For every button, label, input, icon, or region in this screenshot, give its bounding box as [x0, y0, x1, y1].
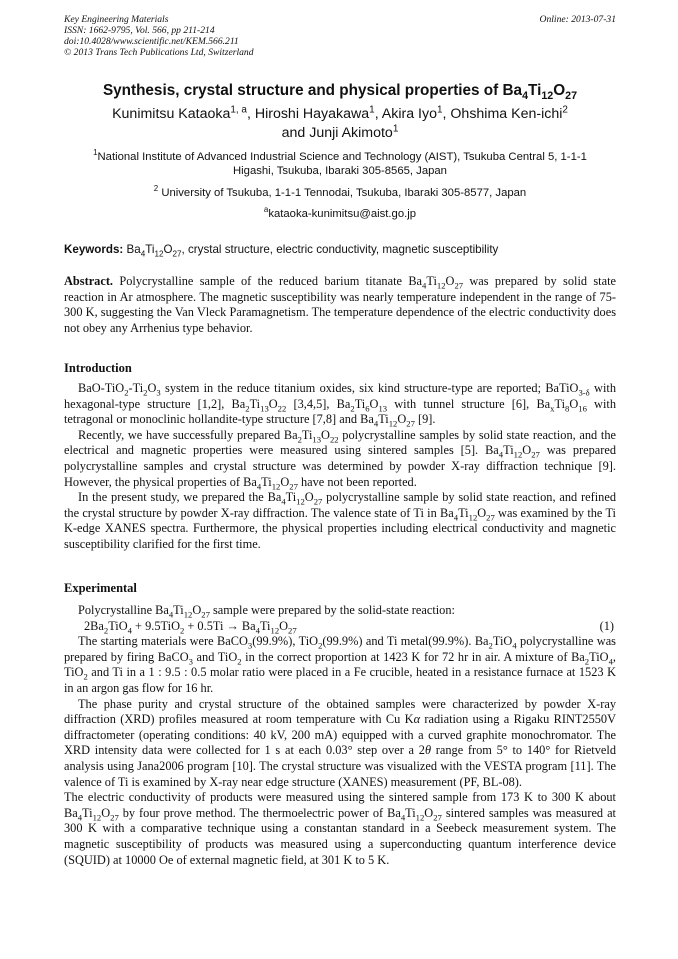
- introduction-heading: Introduction: [64, 361, 132, 375]
- issn: ISSN: 1662-9795, Vol. 566, pp 211-214: [64, 25, 215, 36]
- abstract: Abstract. Polycrystalline sample of the reduced barium titanate $Ba_4Ti_{12}O_{27}$ was prepared by solid state reaction in Ar atmosphere. The magnetic susceptibility was nearly temperature independent in the range of 75-300 K, suggesting the Van Vleck Paramagnetism. The temperature dependence of the electric conductivity does not obey any Arrhenius type behavior.: [64, 274, 616, 335]
- experimental-body: Polycrystalline $Ba_4Ti_{12}O_{27}$ sample were prepared by the solid-state reaction: $2Ba_2TiO_4 + 9.5TiO_2 + 0.5Ti \to Ba_4Ti_{12}O_{27}$ (1) The starting materials were BaCO$_3$(99.9%), TiO$_2$(99.9%) and Ti metal(99.9%). $Ba_2TiO_4$ polycrystalline was prepared by firing BaCO$_3$ and TiO$_2$ in the correct proportion at 1423 K for 72 hr in air. A mixture of $Ba_2TiO_4$, TiO$_2$ and Ti in a 1 : 9.5 : 0.5 molar ratio were placed in a Fe crucible, heated in a resistance furnace at 1523 K in an argon gas flow for 16 hr. The phase purity and crystal structure of the obtained samples were characterized by powder X-ray diffraction (XRD) profiles measured at room temperature with Cu Kα radiation using a Rigaku RINT2550V diffractometer (operating conditions: 40 kV, 200 mA) equipped with a curved graphite monochromator. The XRD intensity data were collected for 1 s at each 0.03° step over a 2θ range from 5° to 140° for Rietveld analysis using Jana2006 program [10]. The crystal structure was visualized with the VESTA program [11]. The valence of Ti is examined by X-ray near edge structure (XANES) measurement (PF, BL-08). The electric conductivity of products were measured using the sintered sample from 173 K to 300 K about $Ba_4Ti_{12}O_{27}$ by four prove method. The thermoelectric power of $Ba_4Ti_{12}O_{27}$ sintered samples was measured at 300 K with a comparative technique using a constantan standard in a Seebeck measurement system. The magnetic susceptibility of products was measured using a superconducting quantum interference device (SQUID) at 10000 Oe of external magnetic field, at 301 K to 5 K.: [64, 603, 616, 867]
- reaction-equation: $2Ba_2TiO_4 + 9.5TiO_2 + 0.5Ti \to Ba_4Ti_{12}O_{27}$ (1): [84, 618, 614, 636]
- paper-title: Synthesis, crystal structure and physical properties of $Ba_4Ti_{12}O_{27}$: [102, 82, 578, 103]
- keywords: Keywords: $Ba_4Ti_{12}O_{27}$, crystal structure, electric conductivity, magnetic susceptibility: [64, 243, 499, 259]
- journal-name: Key Engineering Materials: [64, 14, 169, 25]
- email: $^a$kataoka-kunimitsu@aist.go.jp: [263, 205, 417, 220]
- doi: doi:10.4028/www.scientific.net/KEM.566.211: [64, 36, 239, 47]
- affiliation-2: $^2$ University of Tsukuba, 1-1-1 Tennodai, Tsukuba, Ibaraki 305-8577, Japan: [153, 184, 527, 199]
- affiliation-1: $^1$National Institute of Advanced Industrial Science and Technology (AIST), Tsukuba Central 5, 1-1-1 Higashi, Tsukuba, Ibaraki 305-8565, Japan: [93, 148, 587, 177]
- copyright: © 2013 Trans Tech Publications Ltd, Switzerland: [64, 47, 254, 58]
- online-date: Online: 2013-07-31: [539, 14, 616, 25]
- author-list: Kunimitsu Kataoka$^{1, a}$, Hiroshi Hayakawa$^1$, Akira Iyo$^1$, Ohshima Ken-ichi$^2$ and Junji Akimoto$^1$: [112, 104, 568, 141]
- equation-number: (1): [599, 618, 614, 633]
- experimental-heading: Experimental: [64, 581, 137, 595]
- journal-header: [64, 14, 616, 58]
- introduction-body: BaO-$TiO_2-Ti_2O_3$ system in the reduce titanium oxides, six kind structure-type are reported; BaTiO$_{3-\delta}$ with hexagonal-type structure [1,2], $Ba_2Ti_{13}O_{22}$ [3,4,5], $Ba_2Ti_6O_{13}$ with tunnel structure [6], $Ba_xTi_8O_{16}$ with tetragonal or monoclinic hollandite-type structure [7,8] and $Ba_4Ti_{12}O_{27}$ [9]. Recently, we have successfully prepared $Ba_2Ti_{13}O_{22}$ polycrystalline samples by solid state reaction, and the electrical and magnetic properties were measured using sintered samples [5]. $Ba_4Ti_{12}O_{27}$ was prepared polycrystalline samples and crystal structure was determined by powder X-ray diffraction technique [9]. However, the physical properties of $Ba_4Ti_{12}O_{27}$ have not been reported. In the present study, we prepared the $Ba_4Ti_{12}O_{27}$ polycrystalline sample by solid state reaction, and refined the crystal structure by powder X-ray diffraction. The valence state of Ti in $Ba_4Ti_{12}O_{27}$ was examined by the Ti K-edge XANES spectra. Furthermore, the physical properties including electrical conductivity and magnetic susceptibility clarified for the first time.: [64, 381, 616, 551]
